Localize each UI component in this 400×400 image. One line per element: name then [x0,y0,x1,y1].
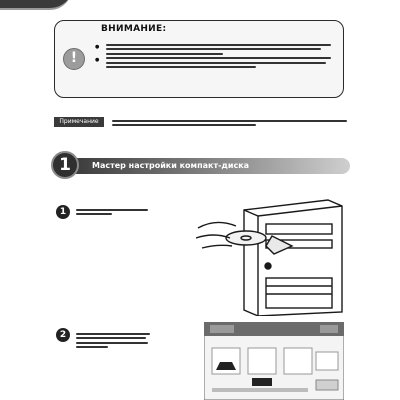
warning-box [54,20,344,98]
note-row [54,117,354,137]
text-line [106,62,326,64]
warning-bullet-list [95,41,340,71]
text-line [76,337,146,339]
section-title: Мастер настройки компакт-диска [92,161,250,170]
text-line [106,44,331,46]
computer-cd-tray-illustration [196,194,346,316]
warning-title: ВНИМАНИЕ: [101,24,167,34]
text-line [76,342,148,344]
text-line [106,66,256,68]
text-line [76,213,112,215]
note-text [112,117,352,129]
warning-bullet [95,44,340,55]
step-number-badge: 2 [56,328,70,342]
section-number-badge: 1 [51,151,79,179]
setup-wizard-screen-illustration [204,322,344,400]
text-line [76,333,150,335]
step-text [76,330,156,351]
text-line [106,53,223,55]
text-line [106,48,321,50]
warning-bullet [95,57,340,68]
text-line [112,120,347,122]
text-line [106,57,331,59]
step-text [76,206,156,218]
text-line [76,209,148,211]
step-number-badge: 1 [56,205,70,219]
note-label: Примечание [54,117,104,127]
text-line [76,346,108,348]
text-line [112,124,256,126]
exclamation-icon: ! [63,48,85,70]
corner-tab-decoration [0,0,72,10]
